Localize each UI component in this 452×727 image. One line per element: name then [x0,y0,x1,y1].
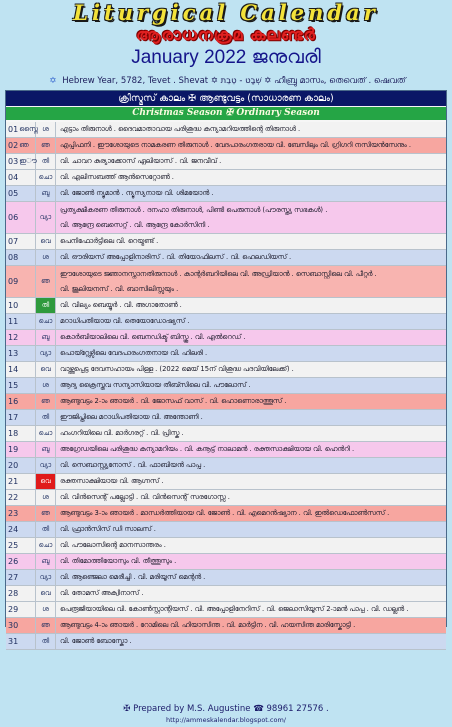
date-cell [6,266,36,297]
date-number: 11 [8,317,19,326]
date-cell [6,362,36,377]
prepared-by: ✠ Prepared by M.S. Augustine ☎ 98961 27576 . [123,704,329,714]
date-cell [6,394,36,409]
feast-text: പെരൂജിയായിലെ വി. കോൺസ്റ്റാന്റിയസ് . വി. അപ്പോളിനേറിസ് . വി. ജെലാസിയൂസ് 2-ാമൻ പാപ്പ . വി. ഡല്ലൻ . [60,605,409,613]
date-number: 14 [8,365,19,374]
feast-cell [56,634,446,649]
date-cell [6,122,36,137]
day-row [6,506,446,522]
weekday-cell: ചൊ [36,314,56,329]
feast-text: വി. ഫ്രാൻസിസ് ഡി സാലസ് . [60,525,156,533]
feast-cell [56,154,446,169]
date-number: 18 [8,429,19,438]
feast-cell [56,602,446,617]
feast-cell [56,394,446,409]
feast-text: വാഴ്ത്തപ്പെട്ട ദേവസഹായം പിള്ള . (2022 മെയ് 15ന് വിശുദ്ധ പദവിയിലേക്ക്) . [60,365,294,373]
weekday-cell: ബു [36,442,56,457]
day-row [6,490,446,506]
day-row [6,410,446,426]
date-cell [6,410,36,425]
feast-cell [56,362,446,377]
feast-cell [56,506,446,521]
date-cell [6,154,36,169]
day-row [6,570,446,586]
feast-cell [56,554,446,569]
month-heading [0,46,452,70]
weekday-cell: ചൊ [36,170,56,185]
day-row [6,522,446,538]
feast-cell [56,202,446,233]
date-number: 12 [8,333,19,342]
weekday-cell: ശ [36,250,56,265]
day-row [6,554,446,570]
feast-cell [56,138,446,153]
date-cell [6,474,36,489]
date-cell [6,442,36,457]
date-cell [6,458,36,473]
weekday-cell: തി [36,298,56,313]
feast-cell [56,234,446,249]
feast-text: ഹംഗറിയിലെ വി. മാർഗരറ്റ് . വി. പ്രിസ്ക . [60,429,184,437]
feast-cell [56,266,446,297]
date-number: 07 [8,237,19,246]
date-number: 26 [8,557,19,566]
day-row [6,186,446,202]
feast-text: വി. ജോൺ ന്യൂമാൻ . ന്യൂസ്യനായ വി. ശിമയോൻ . [60,189,214,197]
month-english: January 2022 [131,47,247,68]
date-number: 31 [8,637,19,646]
day-row [6,330,446,346]
date-number: 27 [8,573,19,582]
feast-cell [56,346,446,361]
weekday-cell: ഞ [36,266,56,297]
weekday-cell: ഞ [36,506,56,521]
feast-text: വി. ചാവറ കുര്യാക്കോസ് ഏലിയാസ് . വി. ജനവീവ് . [60,157,222,165]
date-cell [6,186,36,201]
date-cell [6,138,36,153]
month-malayalam: ജനുവരി [251,47,321,68]
weekday-cell: വ്യാ [36,570,56,585]
feast-cell [56,186,446,201]
feast-cell [56,538,446,553]
date-cell [6,202,36,233]
feast-text: വി. സെബാസ്റ്റ്യനോസ് . വി. ഫാബിയൻ പാപ്പ . [60,461,206,469]
feast-cell [56,522,446,537]
weekday-cell: വെ [36,362,56,377]
season-banner-malayalam: ക്രിസ്മസ് കാലം ✠ ആണ്ടുവട്ടം (സാധാരണ കാലം) [6,91,446,106]
feast-text: വി. ആഞ്ജെലാ മെരീച്ചി . വി. മരിയൂസ് മെന്റൻ . [60,573,206,581]
hebrew-year-text: Hebrew Year, 5782, Tevet . Shevat ✡ שְׁבָט - טֵבֵת ✡ ഹീബ്രു മാസം, തെവെത് . ഷെവത് [62,76,406,86]
feast-text: കൊർബിയാലിലെ വി. ബെനഡിക്ട് ബിസ്കൂ . വി. എൽറെഡ് . [60,333,246,341]
weekday-cell: വ്യാ [36,346,56,361]
day-row [6,474,446,490]
day-row [6,154,446,170]
date-number: 13 [8,349,19,358]
date-number: 23 [8,509,19,518]
date-sub: ഇൗ [19,157,37,165]
date-number: 24 [8,525,19,534]
date-cell [6,346,36,361]
feast-cell [56,426,446,441]
date-cell [6,298,36,313]
feast-text: വി. തിമോത്തിയോസും വി. തീത്തൂസും . [60,557,177,565]
weekday-cell: വെ [36,234,56,249]
day-rows [6,122,446,650]
feast-text: വി. ഔരിയസ് അപ്പോളിനാരിസ് . വി. തിയോഫിലസ് . വി. ഹെലഡിയസ് . [60,253,292,261]
feast-text: പ്രത്യക്ഷീകരണ തിരുനാൾ . ദനഹാ തിരുനാൾ, പിണ്ടി പെരുനാൾ (പൗരസ്ത്യ സഭകൾ) . [60,205,328,214]
date-cell [6,634,36,649]
hebrew-year-line [0,74,452,88]
weekday-cell: ബു [36,186,56,201]
feast-cell [56,298,446,313]
day-row [6,426,446,442]
date-number: 08 [8,253,19,262]
day-row [6,634,446,650]
feast-cell [56,378,446,393]
date-number: 15 [8,381,19,390]
day-row [6,442,446,458]
feast-text: വി. തോമസ് അക്വിനാസ് . [60,589,144,597]
date-number: 05 [8,189,19,198]
feast-text: ഈജിപ്തിലെ മഠാധിപതിയായ വി. അന്തോണി . [60,413,203,421]
weekday-cell: വെ [36,474,56,489]
title-latin: Liturgical Calendar [73,0,379,25]
weekday-cell: ഞ [36,618,56,633]
feast-cell [56,586,446,601]
day-row [6,458,446,474]
day-row [6,362,446,378]
date-cell [6,314,36,329]
feast-text: രക്തസാക്ഷിയായ വി. ആഗ്നസ് . [60,477,164,485]
feast-text: വി. ജോൺ ബോസ്കോ . [60,637,132,645]
day-row [6,394,446,410]
date-number: 19 [8,445,19,454]
day-row [6,266,446,298]
feast-text: വി. ജൂലിയനസ് . വി. ബാസിലിസ്സയും . [60,284,179,293]
weekday-cell: ശ [36,122,56,137]
weekday-cell: ശ [36,490,56,505]
feast-text: മഠാധിപതിയായ വി. തെയോഡോഷ്യസ് . [60,317,190,325]
date-sub: ഞ [19,141,29,149]
date-cell [6,250,36,265]
day-row [6,298,446,314]
date-cell [6,618,36,633]
date-cell [6,586,36,601]
feast-text: എട്ടാം തിരുനാൾ . ദൈവമാതാവായ പരിശുദ്ധ കന്യാമറിയത്തിന്റെ തിരുനാൾ . [60,125,301,133]
date-number: 17 [8,413,19,422]
date-cell [6,506,36,521]
date-cell [6,570,36,585]
weekday-cell: ശ [36,602,56,617]
feast-text: വി. ആന്ദ്രേ ബെസെറ്റ് . വി. ആന്ദ്രേ കോർസിനി . [60,220,210,229]
date-number: 04 [8,173,19,182]
weekday-cell: ബു [36,330,56,345]
star-of-david-icon: ✡ [49,76,57,86]
date-number: 02 [8,141,19,150]
feast-cell [56,490,446,505]
feast-text: പൊയ്റ്റേഴ്സിലെ വേദപാരംഗതനായ വി. ഹിലരി . [60,349,208,357]
feast-text: അഗ്രേഡയിലെ പരിശുദ്ധ കന്യാമറിയം . വി. കനൂട്ട് നാലാമൻ . രക്തസാക്ഷിയായ വി. ഹെൻറി . [60,445,355,453]
day-row [6,202,446,234]
weekday-cell: ബു [36,554,56,569]
date-number: 30 [8,621,19,630]
feast-cell [56,570,446,585]
title-malayalam: ആരാധനക്രമ കലണ്ടർ [136,25,316,44]
feast-text: ആണ്ടുവട്ടം 3-ാം ഞായർ . മാന്ധർത്തിയായ വി. ജോൺ . വി. എമെറൻഷ്യാന . വി. ഇൽഡെഫോൺസസ് . [60,509,390,517]
date-number: 10 [8,301,19,310]
day-row [6,314,446,330]
feast-cell [56,330,446,345]
day-row [6,538,446,554]
weekday-cell: വെ [36,586,56,601]
feast-cell [56,618,446,633]
calendar-frame [5,90,447,724]
date-cell [6,490,36,505]
day-row [6,586,446,602]
date-cell [6,426,36,441]
date-sub: സ്നൈ [19,125,38,133]
feast-text: വി. വില്യം ബെയ്യൂർ . വി. അഗാതോൺ . [60,301,182,309]
feast-cell [56,122,446,137]
weekday-cell: ചൊ [36,538,56,553]
day-row [6,378,446,394]
feast-cell [56,458,446,473]
date-number: 01 [8,125,19,134]
day-row [6,138,446,154]
feast-text: ഈശോയുടെ ജ്ഞാനസ്നാനതിരുനാൾ . കാന്റർബറിയിലെ വി. അഡ്രിയാൻ . സെബാസ്റ്റിലെ വി. പീറ്റർ . [60,269,377,278]
date-number: 29 [8,605,19,614]
day-row [6,346,446,362]
day-row [6,170,446,186]
date-number: 09 [8,277,19,286]
feast-cell [56,474,446,489]
date-number: 28 [8,589,19,598]
date-number: 25 [8,541,19,550]
weekday-cell: തി [36,634,56,649]
date-cell [6,602,36,617]
weekday-cell: ഞ [36,394,56,409]
date-cell [6,170,36,185]
weekday-cell: ചൊ [36,426,56,441]
date-number: 06 [8,213,19,222]
feast-text: വി. എലിസബത്ത് ആൻസെറ്റോൺ . [60,173,174,181]
feast-text: വി. വിൻസെന്റ് പല്ലോട്ടി . വി. വിൻസെന്റ് സരഗോസ്സ . [60,493,230,501]
weekday-cell: ശ [36,378,56,393]
feast-text: ആണ്ടുവട്ടം 2-ാം ഞായർ . വി. ജോസഫ് വാസ് . വി. ഹൊണൊരാത്തൂസ് . [60,397,287,405]
weekday-cell: തി [36,522,56,537]
day-row [6,234,446,250]
date-number: 20 [8,461,19,470]
date-cell [6,234,36,249]
weekday-cell: ഞ [36,138,56,153]
feast-cell [56,314,446,329]
day-row [6,602,446,618]
feast-text: വി. പൗലോസിന്റെ മാനസാന്തരം . [60,541,166,549]
day-row [6,122,446,138]
feast-cell [56,410,446,425]
weekday-cell: തി [36,154,56,169]
footer [6,703,446,727]
date-number: 21 [8,477,19,486]
website-link[interactable]: http://ammeskalendar.blogspot.com/ [166,716,286,724]
weekday-cell: തി [36,410,56,425]
date-number: 16 [8,397,19,406]
date-cell [6,522,36,537]
date-cell [6,330,36,345]
day-row [6,250,446,266]
weekday-cell: വ്യാ [36,202,56,233]
day-row [6,618,446,634]
feast-text: എപ്പിഫനി . ഈശോയുടെ നാമകരണ തിരുനാൾ . വേദപാരംഗതരായ വി. ബേസിലും വി. ഗ്രിഗറി നസിയൻസേനും . [60,141,412,149]
feast-text: പെനിഫോർട്ടിലെ വി. റെയ്മണ്ട് . [60,237,159,245]
feast-text: ആദ്യ ക്രൈസ്തവ സന്യാസിയായ തീബ്സിലെ വി. പൗലോസ് . [60,381,251,389]
date-cell [6,538,36,553]
feast-cell [56,250,446,265]
date-cell [6,554,36,569]
weekday-cell: വ്യാ [36,458,56,473]
feast-cell [56,170,446,185]
feast-cell [56,442,446,457]
season-banner-english: Christmas Season ✠ Ordinary Season [6,107,446,120]
date-cell [6,378,36,393]
date-number: 03 [8,157,19,166]
date-number: 22 [8,493,19,502]
feast-text: ആണ്ടുവട്ടം 4-ാം ഞായർ . റോമിലെ വി. ഹിയാസിന്ത . വി. മാർട്ടിന . വി. ഹയസിന്ത മാരിസ്കോട്ടി . [60,621,356,629]
